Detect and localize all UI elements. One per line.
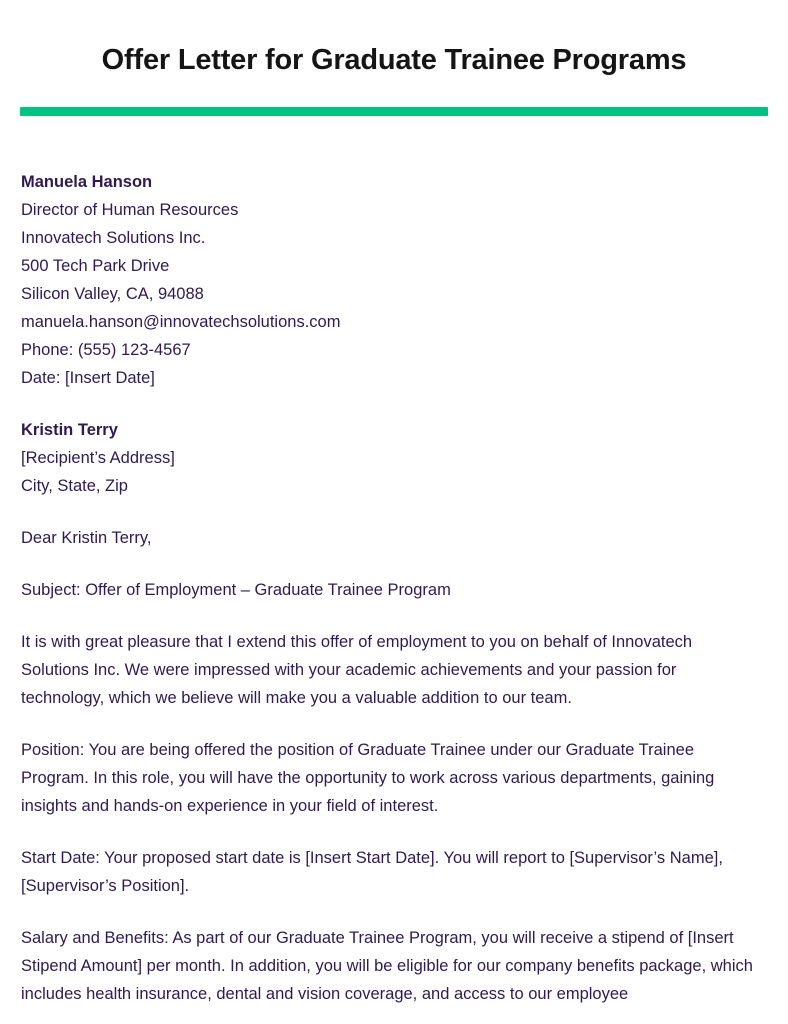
sender-email: manuela.hanson@innovatechsolutions.com [21,313,341,331]
letter-paragraph-start-date: Start Date: Your proposed start date is [Insert Start Date]. You will report to [Supervisor’s Name], [Supervisor’s Position]. [21,849,723,895]
title-divider-wrapper [20,79,768,116]
letter-paragraph-intro: It is with great pleasure that I extend this offer of employment to you on behalf of Innovatech Solutions Inc. We were impressed with your academic achievements and your passion for technology, which we believe will make you a valuable addition to our team. [21,633,693,707]
letter-greeting: Dear Kristin Terry, [21,529,152,547]
sender-company: Innovatech Solutions Inc. [21,229,206,247]
accent-divider [20,107,768,116]
recipient-address: [Recipient’s Address] [21,449,175,467]
letter-paragraph-position: Position: You are being offered the position of Graduate Trainee under our Graduate Trainee Program. In this role, you will have the opportunity to work across various departments, gaining insights and hands-on experience in your field of interest. [21,741,715,815]
letter-paragraph-salary-benefits: Salary and Benefits: As part of our Graduate Trainee Program, you will receive a stipend of [Insert Stipend Amount] per month. In addition, you will be eligible for our company benefits package, which includes health insurance, dental and vision coverage, and access to our employee [21,929,753,1003]
sender-job-title: Director of Human Resources [21,201,239,219]
letter-body [20,116,768,1008]
sender-phone: Phone: (555) 123-4567 [21,341,191,359]
address-spacer [21,392,768,416]
sender-city-state-zip: Silicon Valley, CA, 94088 [21,285,204,303]
recipient-city-state-zip: City, State, Zip [21,477,128,495]
recipient-name: Kristin Terry [21,421,118,439]
sender-address-block [21,168,768,392]
sender-date: Date: [Insert Date] [21,369,155,387]
page-title: Offer Letter for Graduate Trainee Programs [101,44,687,76]
sender-street: 500 Tech Park Drive [21,257,170,275]
sender-name: Manuela Hanson [21,173,153,191]
recipient-address-block [21,416,768,500]
letter-subject: Subject: Offer of Employment – Graduate Trainee Program [21,581,451,599]
